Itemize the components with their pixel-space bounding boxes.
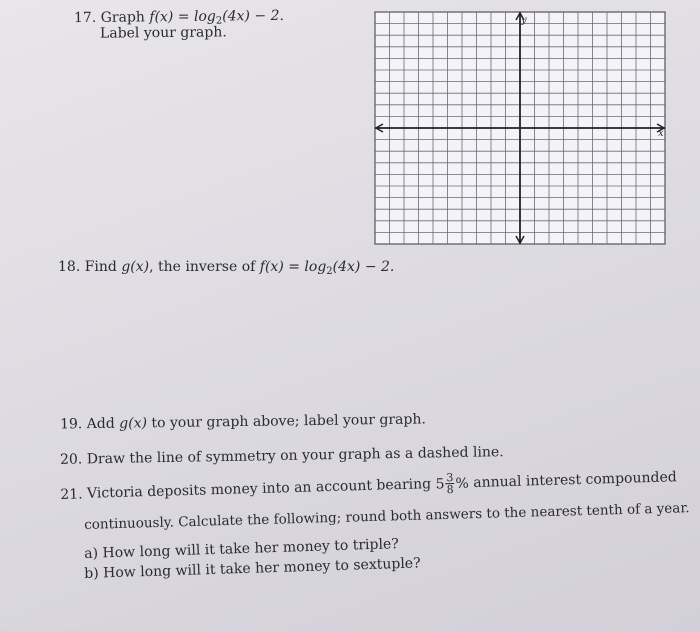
question-text: to your graph above; label your graph. (151, 411, 427, 432)
rate-numerator: 3 (446, 471, 454, 485)
part-text: How long will it take her money to sextuple? (102, 555, 421, 582)
inverse-function: g(x) (119, 415, 148, 432)
question-prefix: Graph (100, 9, 145, 26)
part-text: How long will it take her money to triple? (102, 536, 400, 562)
question-mid-text: , the inverse of (149, 259, 256, 275)
question-19 (60, 410, 426, 433)
rate-unit: % (455, 475, 470, 492)
question-prefix: Add (86, 415, 115, 433)
part-label: a) (84, 545, 99, 562)
question-number: 18. (58, 259, 81, 275)
question-number: 17. (73, 9, 97, 27)
rate-whole: 5 (435, 475, 445, 493)
rate-denominator: 8 (446, 483, 454, 497)
question-prefix: Find (84, 259, 117, 275)
x-axis-label: x (658, 128, 664, 139)
log-base: 2 (215, 15, 223, 27)
question-text: continuously. Calculate the following; round both answers to the nearest tenth of a year. (84, 500, 690, 533)
question-18 (58, 258, 394, 281)
question-number: 19. (59, 416, 83, 433)
coordinate-grid (370, 10, 670, 250)
question-number: 21. (60, 485, 83, 503)
function-expression (260, 259, 395, 275)
question-text-after: annual interest compounded (473, 469, 677, 491)
question-17-line2 (100, 23, 227, 42)
interest-rate (435, 471, 470, 497)
question-text: Victoria deposits money into an account bearing (86, 476, 432, 502)
log-base: 2 (326, 266, 333, 277)
label-instruction: Label your graph. (99, 24, 227, 42)
question-20 (60, 443, 504, 469)
part-label: b) (84, 565, 99, 582)
function-text: f(x) = log (259, 259, 327, 275)
y-axis-label: y (521, 15, 527, 26)
function-argument: (4x) − 2. (222, 7, 285, 25)
question-21 (60, 466, 677, 506)
question-number: 20. (59, 451, 83, 468)
question-21-line2 (84, 499, 690, 534)
function-text: f(x) = log (149, 8, 216, 26)
inverse-function: g(x) (121, 259, 150, 275)
function-argument: (4x) − 2. (332, 259, 395, 275)
question-text: Draw the line of symmetry on your graph as a dashed line. (86, 444, 504, 468)
rate-fraction (445, 472, 455, 495)
